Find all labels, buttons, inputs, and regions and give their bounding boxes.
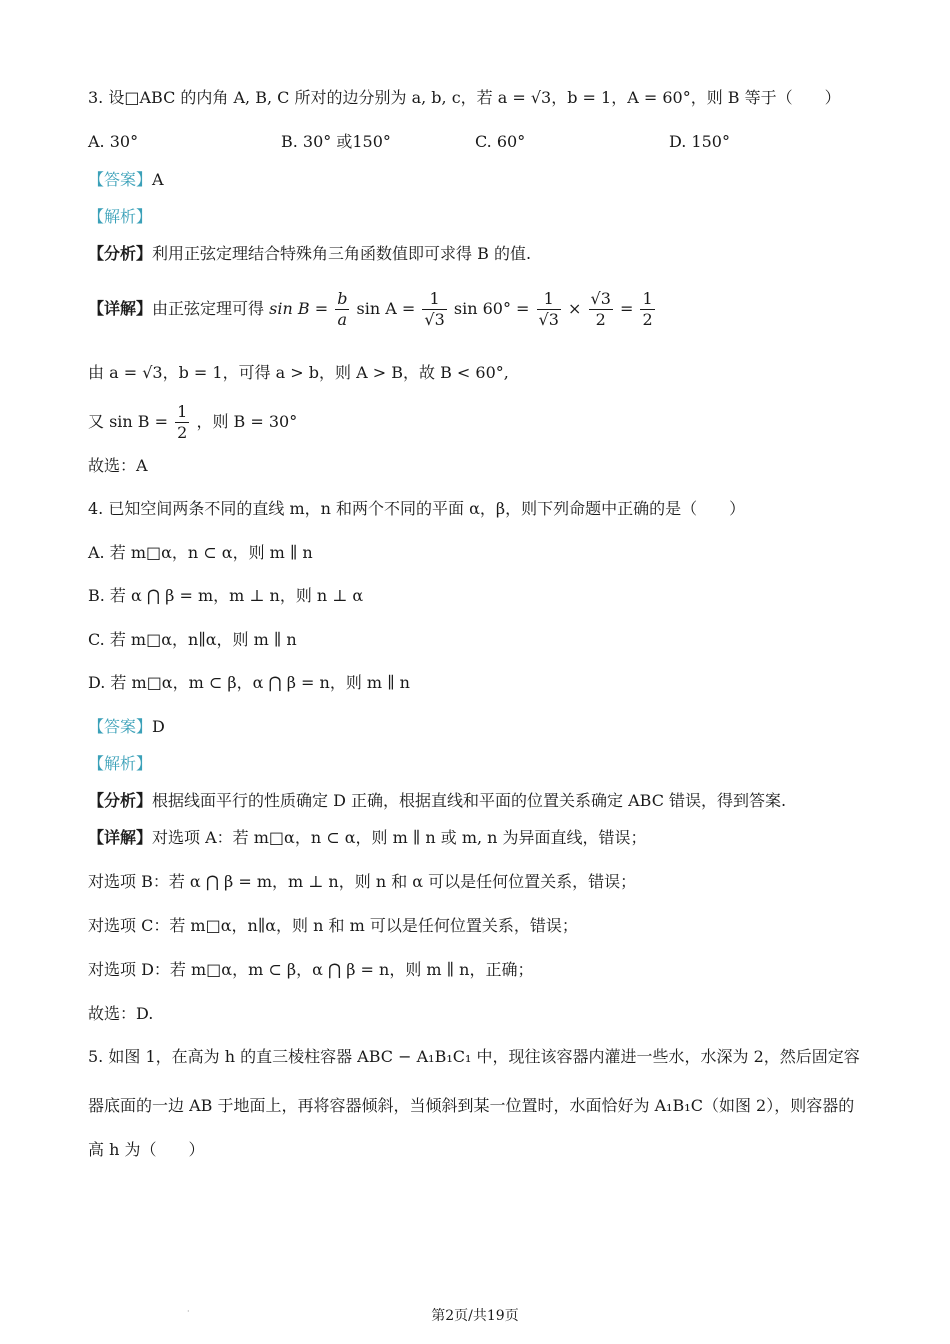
fenxi-tag: 【分析】 [88, 244, 153, 263]
fraction-root3-over-2: $\frac{√3}{2}$ [590, 289, 611, 329]
q4-fenxi-line [88, 790, 786, 812]
q3-detail-line3 [88, 401, 297, 443]
fraction-half: $\frac{1}{2}$ [177, 402, 188, 442]
decorative-dot: · [187, 1307, 190, 1316]
q3-analysis-line [88, 206, 152, 228]
analysis-tag: 【解析】 [88, 207, 153, 226]
q4-option-a: A. 若 m□α，n ⊂ α，则 m ∥ n [88, 543, 313, 562]
detail-tag: 【详解】 [88, 299, 153, 318]
q4-option-c: C. 若 m□α，n∥α，则 m ∥ n [88, 630, 297, 649]
q3-detail-line [88, 286, 657, 332]
q4-fenxi: 根据线面平行的性质确定 D 正确，根据直线和平面的位置关系确定 ABC 错误，得到答案. [152, 791, 787, 810]
q3-option-a: A. 30° [88, 132, 139, 151]
q4-detail-a-line [88, 827, 647, 849]
q4-option-d: D. 若 m□α，m ⊂ β，α ⋂ β = n，则 m ∥ n [88, 673, 410, 692]
page-footer: 第2页/共19页 [431, 1308, 519, 1324]
q3-stem: 3. 设□ABC 的内角 A, B, C 所对的边分别为 a, b, c，若 a = √3，b = 1，A = 60°，则 B 等于（ ） [88, 88, 841, 107]
answer-tag: 【答案】 [88, 170, 153, 189]
q4-analysis-line [88, 753, 152, 775]
q3-fenxi: 利用正弦定理结合特殊角三角函数值即可求得 B 的值. [152, 244, 532, 263]
fraction-1-over-root3: $\frac{1}{√3}$ [424, 289, 445, 329]
q4-answer: D [152, 717, 165, 736]
q4-stem: 4. 已知空间两条不同的直线 m，n 和两个不同的平面 α，β，则下列命题中正确的是（ ） [88, 499, 746, 518]
q5-line3: 高 h 为（ ） [88, 1140, 205, 1159]
q3-sin60: sin 60° = [453, 299, 530, 318]
q3-option-b: B. 30° 或150° [281, 132, 391, 151]
q3-formula-lhs: sin B = [269, 299, 329, 318]
q4-choose: 故选：D. [88, 1004, 154, 1023]
fraction-1-over-root3-b: $\frac{1}{√3}$ [538, 289, 559, 329]
fenxi-tag: 【分析】 [88, 791, 153, 810]
q3-option-c: C. 60° [475, 132, 526, 151]
q3-detail-prefix: 由正弦定理可得 [152, 299, 265, 318]
analysis-tag: 【解析】 [88, 754, 153, 773]
q4-detail-c: 对选项 C：若 m□α，n∥α，则 n 和 m 可以是任何位置关系，错误； [88, 916, 578, 935]
q3-line3-suffix: ，则 B = 30° [196, 412, 298, 431]
q4-detail-d: 对选项 D：若 m□α，m ⊂ β，α ⋂ β = n，则 m ∥ n，正确； [88, 960, 534, 979]
q4-option-b: B. 若 α ⋂ β = m，m ⊥ n，则 n ⊥ α [88, 586, 364, 605]
fraction-1-over-2: $\frac{1}{2}$ [642, 289, 653, 329]
q3-answer: A [152, 170, 164, 189]
q3-fenxi-line [88, 243, 531, 265]
q5-line2: 器底面的一边 AB 于地面上，再将容器倾斜，当倾斜到某一位置时，水面恰好为 A₁B₁C（如图 2），则容器的 [88, 1096, 855, 1115]
q3-option-d: D. 150° [669, 132, 730, 151]
equals-sign: = [619, 299, 634, 318]
fraction-b-over-a: $\frac{b}{a}$ [337, 289, 348, 329]
times-sign: × [568, 299, 582, 318]
detail-tag: 【详解】 [88, 828, 153, 847]
q3-line3-prefix: 又 sin B = [88, 412, 169, 431]
q4-answer-line [88, 716, 165, 738]
q4-detail-a: 对选项 A：若 m□α，n ⊂ α，则 m ∥ n 或 m, n 为异面直线，错误； [152, 828, 647, 847]
q3-detail-line2: 由 a = √3，b = 1，可得 a > b，则 A > B，故 B < 60°, [88, 363, 509, 382]
q3-choose: 故选：A [88, 456, 148, 475]
answer-tag: 【答案】 [88, 717, 153, 736]
q5-line1: 5. 如图 1，在高为 h 的直三棱柱容器 ABC − A₁B₁C₁ 中，现往该容器内灌进一些水，水深为 2，然后固定容 [88, 1047, 860, 1066]
q3-sinA: sin A = [356, 299, 416, 318]
q4-detail-b: 对选项 B：若 α ⋂ β = m，m ⊥ n，则 n 和 α 可以是任何位置关系，错误； [88, 872, 637, 891]
q3-answer-line [88, 169, 164, 191]
